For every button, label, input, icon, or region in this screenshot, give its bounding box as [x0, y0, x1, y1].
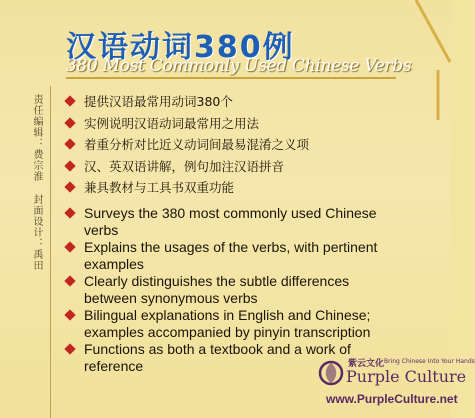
features-chinese-list	[62, 91, 309, 199]
red-diamond-bullet-icon	[64, 181, 75, 192]
red-diamond-bullet-icon	[64, 241, 75, 252]
list-item: 汉、英双语讲解，例句加注汉语拼音	[62, 156, 309, 178]
watermark-chinese-name: 紫云文化	[348, 359, 385, 369]
red-diamond-bullet-icon	[64, 343, 75, 354]
credit-editor: 责任编辑：费宗淮	[31, 94, 42, 182]
red-diamond-bullet-icon	[64, 138, 75, 149]
watermark-tagline: Bring Chinese Into Your Hands	[384, 358, 475, 365]
red-diamond-bullet-icon	[64, 207, 75, 218]
purple-culture-logo-icon	[318, 358, 344, 388]
list-item: 兼具教材与工具书双重功能	[62, 177, 309, 199]
list-item: Explains the usages of the verbs, with pertinent examples	[62, 239, 382, 273]
book-title-english: 380 Most Commonly Used Chinese Verbs	[66, 56, 412, 76]
book-title-chinese: 汉语动词380例	[66, 30, 295, 65]
list-item: Surveys the 380 most commonly used Chinese verbs	[62, 205, 382, 239]
purple-culture-watermark	[318, 356, 475, 416]
title-underline	[66, 77, 396, 79]
red-diamond-bullet-icon	[64, 309, 75, 320]
features-english-list	[62, 205, 385, 375]
list-item: 实例说明汉语动词最常用之用法	[62, 113, 309, 135]
credits-column	[30, 94, 42, 279]
watermark-url: www.PurpleCulture.net	[326, 392, 458, 406]
credits-divider	[50, 86, 51, 418]
red-diamond-bullet-icon	[64, 160, 75, 171]
credit-designer: 封面设计：禹田	[31, 194, 42, 272]
red-diamond-bullet-icon	[64, 275, 75, 286]
list-item: Clearly distinguishes the subtle differences between synonymous verbs	[62, 273, 382, 307]
watermark-name: Purple Culture	[346, 367, 467, 386]
list-item: Bilingual explanations in English and Chinese; examples accompanied by pinyin transcription	[62, 307, 382, 341]
red-diamond-bullet-icon	[64, 95, 75, 106]
list-item: Functions as both a textbook and a work of reference	[62, 341, 382, 375]
red-diamond-bullet-icon	[64, 117, 75, 128]
list-item: 着重分析对比近义动词间最易混淆之义项	[62, 134, 309, 156]
list-item: 提供汉语最常用动词380个	[62, 91, 309, 113]
